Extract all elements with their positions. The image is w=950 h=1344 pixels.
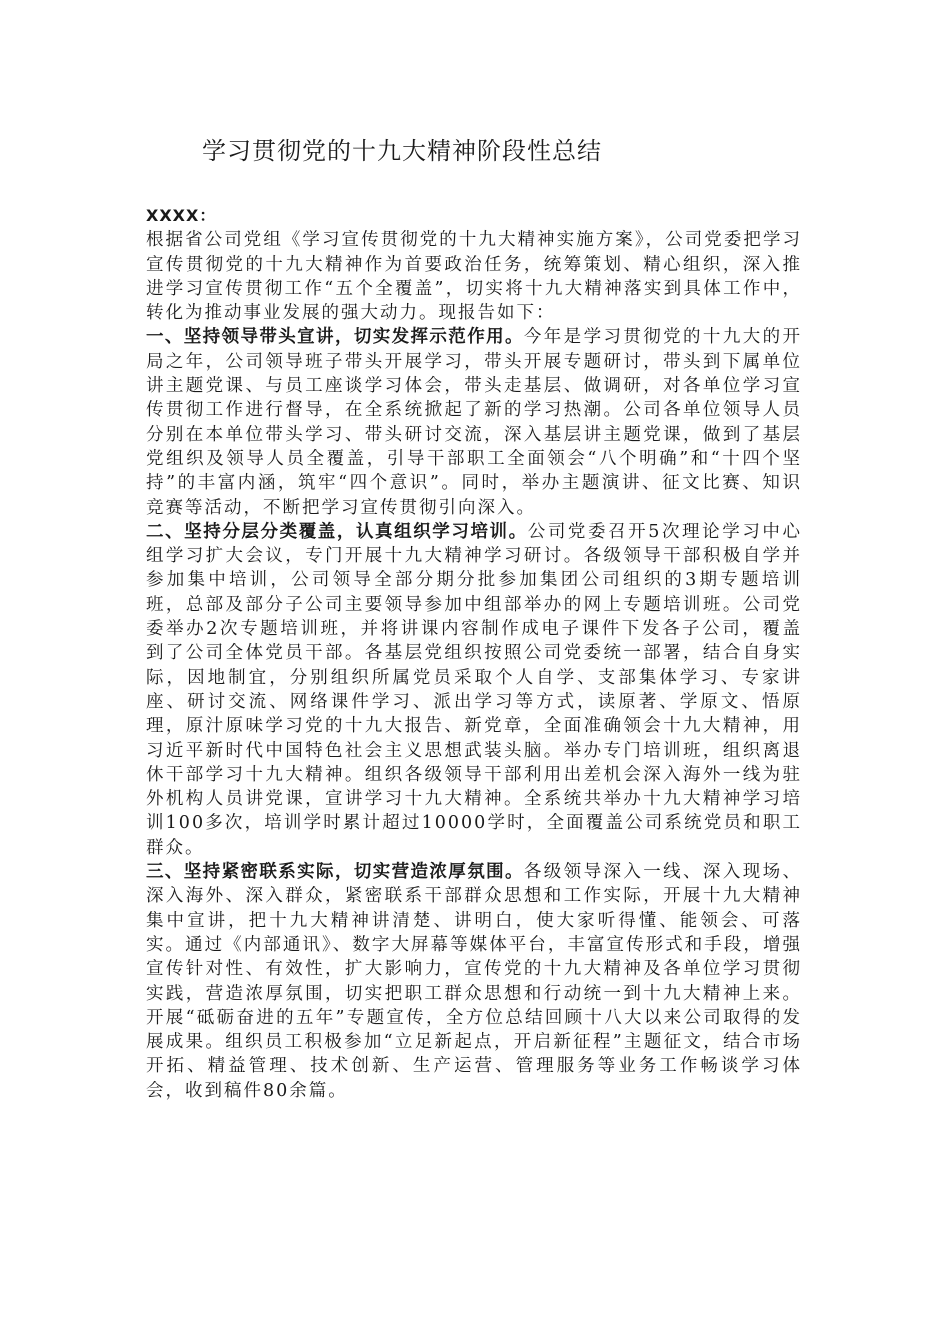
section-paragraph (146, 520, 802, 860)
section-paragraph (146, 325, 802, 519)
section-heading: 三、坚持紧密联系实际，切实营造浓厚氛围。 (146, 862, 524, 883)
salutation: XXXX： (146, 206, 217, 225)
intro-paragraph: 根据省公司党组《学习宣传贯彻党的十九大精神实施方案》，公司党委把学习宣传贯彻党的十九大精神作为首要政治任务，统筹策划、精心组织，深入推进学习宣传贯彻工作“五个全覆盖”，切实将十九大精神落实到具体工作中，转化为推动事业发展的强大动力。现报告如下： (146, 230, 802, 324)
section-text: 公司党委召开5次理论学习中心组学习扩大会议，专门开展十九大精神学习研讨。各级领导干部积极自学并参加集中培训，公司领导全部分期分批参加集团公司组织的3期专题培训班，总部及部分子公司主要领导参加中组部举办的网上专题培训班。公司党委举办2次专题培训班，并将讲课内容制作成电子课件下发各子公司，覆盖到了公司全体党员干部。各基层党组织按照公司党委统一部署，结合自身实际，因地制宜，分别组织所属党员采取个人自学、支部集体学习、专家讲座、研讨交流、网络课件学习、派出学习等方式，读原著、学原文、悟原理，原汁原味学习党的十九大报告、新党章，全面准确领会十九大精神，用习近平新时代中国特色社会主义思想武装头脑。举办专门培训班，组织离退休干部学习十九大精神。组织各级领导干部利用出差机会深入海外一线为驻外机构人员讲党课，宣讲学习十九大精神。全系统共举办十九大精神学习培训100多次，培训学时累计超过10000学时，全面覆盖公司系统党员和职工群众。 (146, 521, 802, 858)
section-text: 各级领导深入一线、深入现场、深入海外、深入群众，紧密联系干部群众思想和工作实际，开展十九大精神集中宣讲，把十九大精神讲清楚、讲明白，使大家听得懂、能领会、可落实。通过《内部通讯》、数字大屏幕等媒体平台，丰富宣传形式和手段，增强宣传针对性、有效性，扩大影响力，宣传党的十九大精神及各单位学习贯彻实践，营造浓厚氛围，切实把职工群众思想和行动统一到十九大精神上来。开展“砥砺奋进的五年”专题宣传，全方位总结回顾十八大以来公司取得的发展成果。组织员工积极参加“立足新起点，开启新征程”主题征文，结合市场开拓、精益管理、技术创新、生产运营、管理服务等业务工作畅谈学习体会，收到稿件80余篇。 (146, 862, 803, 1101)
section-paragraph (146, 860, 802, 1103)
section-text: 今年是学习贯彻党的十九大的开局之年，公司领导班子带头开展学习，带头开展专题研讨，带头到下属单位讲主题党课、与员工座谈学习体会，带头走基层、做调研，对各单位学习宣传贯彻工作进行督导，在全系统掀起了新的学习热潮。公司各单位领导人员分别在本单位带头学习、带头研讨交流，深入基层讲主题党课，做到了基层党组织及领导人员全覆盖，引导干部职工全面领会“八个明确”和“十四个坚持”的丰富内涵，筑牢“四个意识”。同时，举办主题演讲、征文比赛、知识竞赛等活动，不断把学习宣传贯彻引向深入。 (146, 327, 803, 518)
section-heading: 二、坚持分层分类覆盖，认真组织学习培训。 (146, 521, 528, 542)
document-body (146, 204, 802, 1103)
document-title: 学习贯彻党的十九大精神阶段性总结 (202, 137, 602, 165)
section-heading: 一、坚持领导带头宣讲，切实发挥示范作用。 (146, 327, 524, 348)
